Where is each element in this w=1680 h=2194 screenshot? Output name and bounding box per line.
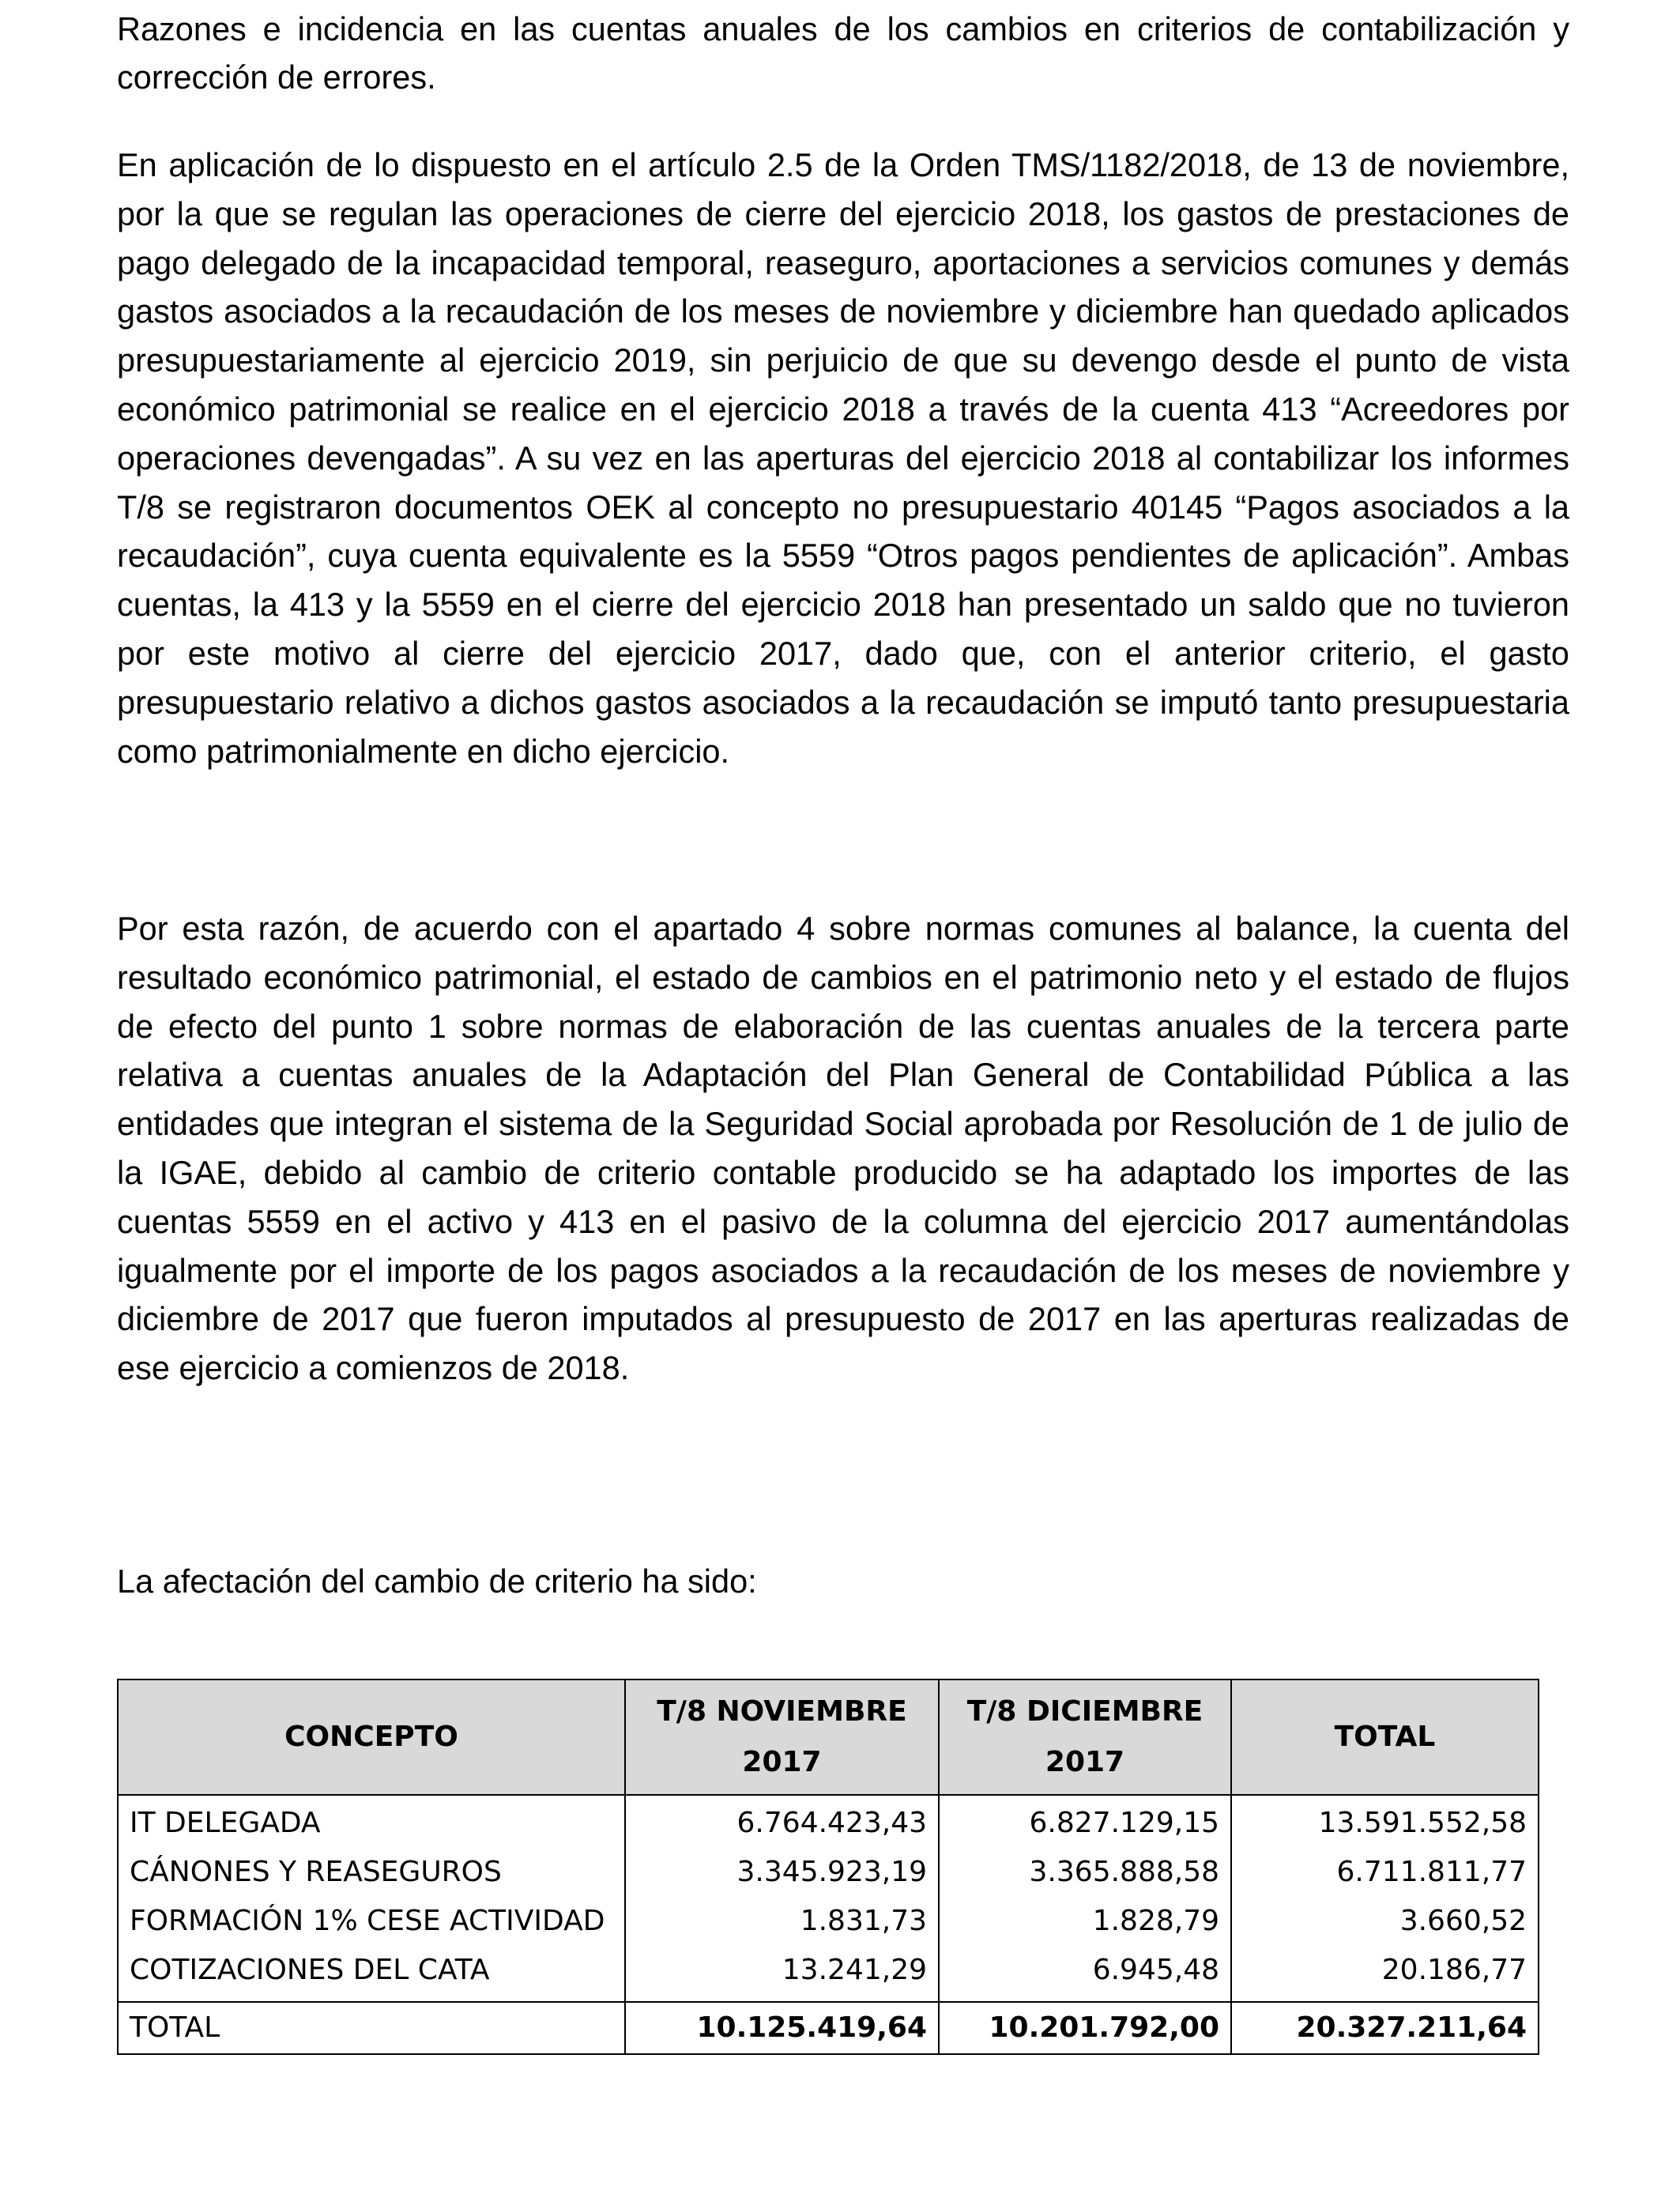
cell-grand-total: 20.327.211,64 [1231,2002,1539,2054]
header-concepto: CONCEPTO [118,1679,625,1795]
cell-total: 6.711.811,77 [1231,1848,1539,1897]
cell-diciembre: 3.365.888,58 [939,1848,1231,1897]
cell-diciembre: 1.828,79 [939,1897,1231,1946]
cell-total-noviembre: 10.125.419,64 [625,2002,939,2054]
table-row [118,1848,1539,1897]
section-heading: Razones e incidencia en las cuentas anuales de los cambios en criterios de contabilización y corrección de errores. [117,10,1569,96]
paragraph-cambio-criterio: Por esta razón, de acuerdo con el apartado 4 sobre normas comunes al balance, la cuenta del resultado económico patrimonial, el estado de cambios en el patrimonio neto y el estado de flujos de efecto del punto 1 sobre normas de elaboración de las cuentas anuales de la tercera parte relativa a cuentas anuales de la Adaptación del Plan General de Contabilidad Pública a las entidades que integran el sistema de la Seguridad Social aprobada por Resolución de 1 de julio de la IGAE, debido al cambio de criterio contable producido se ha adaptado los importes de las cuentas 5559 en el activo y 413 en el pasivo de la columna del ejercicio 2017 aumentándolas igualmente por el importe de los pagos asociados a la recaudación de los meses de noviembre y diciembre de 2017 que fueron imputados al presupuesto de 2017 en las aperturas realizadas de ese ejercicio a comienzos de 2018. [117,910,1569,1387]
header-t8-noviembre [625,1679,939,1795]
header-t8-diciembre-line1: T/8 DICIEMBRE [966,1695,1203,1728]
afectacion-table [117,1679,1539,2055]
cell-concepto: CÁNONES Y REASEGUROS [118,1848,625,1897]
table-total-row [118,2002,1539,2054]
afectacion-table-wrapper [117,1679,1539,2055]
cell-concepto: FORMACIÓN 1% CESE ACTIVIDAD [118,1897,625,1946]
cell-noviembre: 13.241,29 [625,1946,939,2002]
cell-total-diciembre: 10.201.792,00 [939,2002,1231,2054]
cell-total: 3.660,52 [1231,1897,1539,1946]
cell-concepto: IT DELEGADA [118,1795,625,1848]
header-total: TOTAL [1231,1679,1539,1795]
cell-diciembre: 6.827.129,15 [939,1795,1231,1848]
header-t8-diciembre [939,1679,1231,1795]
header-t8-noviembre-line2: 2017 [742,1746,822,1778]
cell-concepto: COTIZACIONES DEL CATA [118,1946,625,2002]
cell-total-label: TOTAL [118,2002,625,2054]
cell-noviembre: 6.764.423,43 [625,1795,939,1848]
header-t8-diciembre-line2: 2017 [1045,1746,1125,1778]
header-t8-noviembre-line1: T/8 NOVIEMBRE [657,1695,907,1728]
paragraph-cierre-ejercicio: En aplicación de lo dispuesto en el artículo 2.5 de la Orden TMS/1182/2018, de 13 de noviembre, por la que se regulan las operaciones de cierre del ejercicio 2018, los gastos de prestaciones de pago delegado de la incapacidad temporal, reaseguro, aportaciones a servicios comunes y demás gastos asociados a la recaudación de los meses de noviembre y diciembre han quedado aplicados presupuestariamente al ejercicio 2019, sin perjuicio de que su devengo desde el punto de vista económico patrimonial se realice en el ejercicio 2018 a través de la cuenta 413 “Acreedores por operaciones devengadas”. A su vez en las aperturas del ejercicio 2018 al contabilizar los informes T/8 se registraron documentos OEK al concepto no presupuestario 40145 “Pagos asociados a la recaudación”, cuya cuenta equivalente es la 5559 “Otros pagos pendientes de aplicación”. Ambas cuentas, la 413 y la 5559 en el cierre del ejercicio 2018 han presentado un saldo que no tuvieron por este motivo al cierre del ejercicio 2017, dado que, con el anterior criterio, el gasto presupuestario relativo a dichos gastos asociados a la recaudación se imputó tanto presupuestaria como patrimonialmente en dicho ejercicio. [117,146,1569,770]
cell-diciembre: 6.945,48 [939,1946,1231,2002]
cell-total: 20.186,77 [1231,1946,1539,2002]
cell-total: 13.591.552,58 [1231,1795,1539,1848]
cell-noviembre: 3.345.923,19 [625,1848,939,1897]
table-row [118,1946,1539,2002]
table-row [118,1897,1539,1946]
table-row [118,1795,1539,1848]
cell-noviembre: 1.831,73 [625,1897,939,1946]
table-header-row [118,1679,1539,1795]
table-intro-text: La afectación del cambio de criterio ha sido: [117,1563,757,1600]
